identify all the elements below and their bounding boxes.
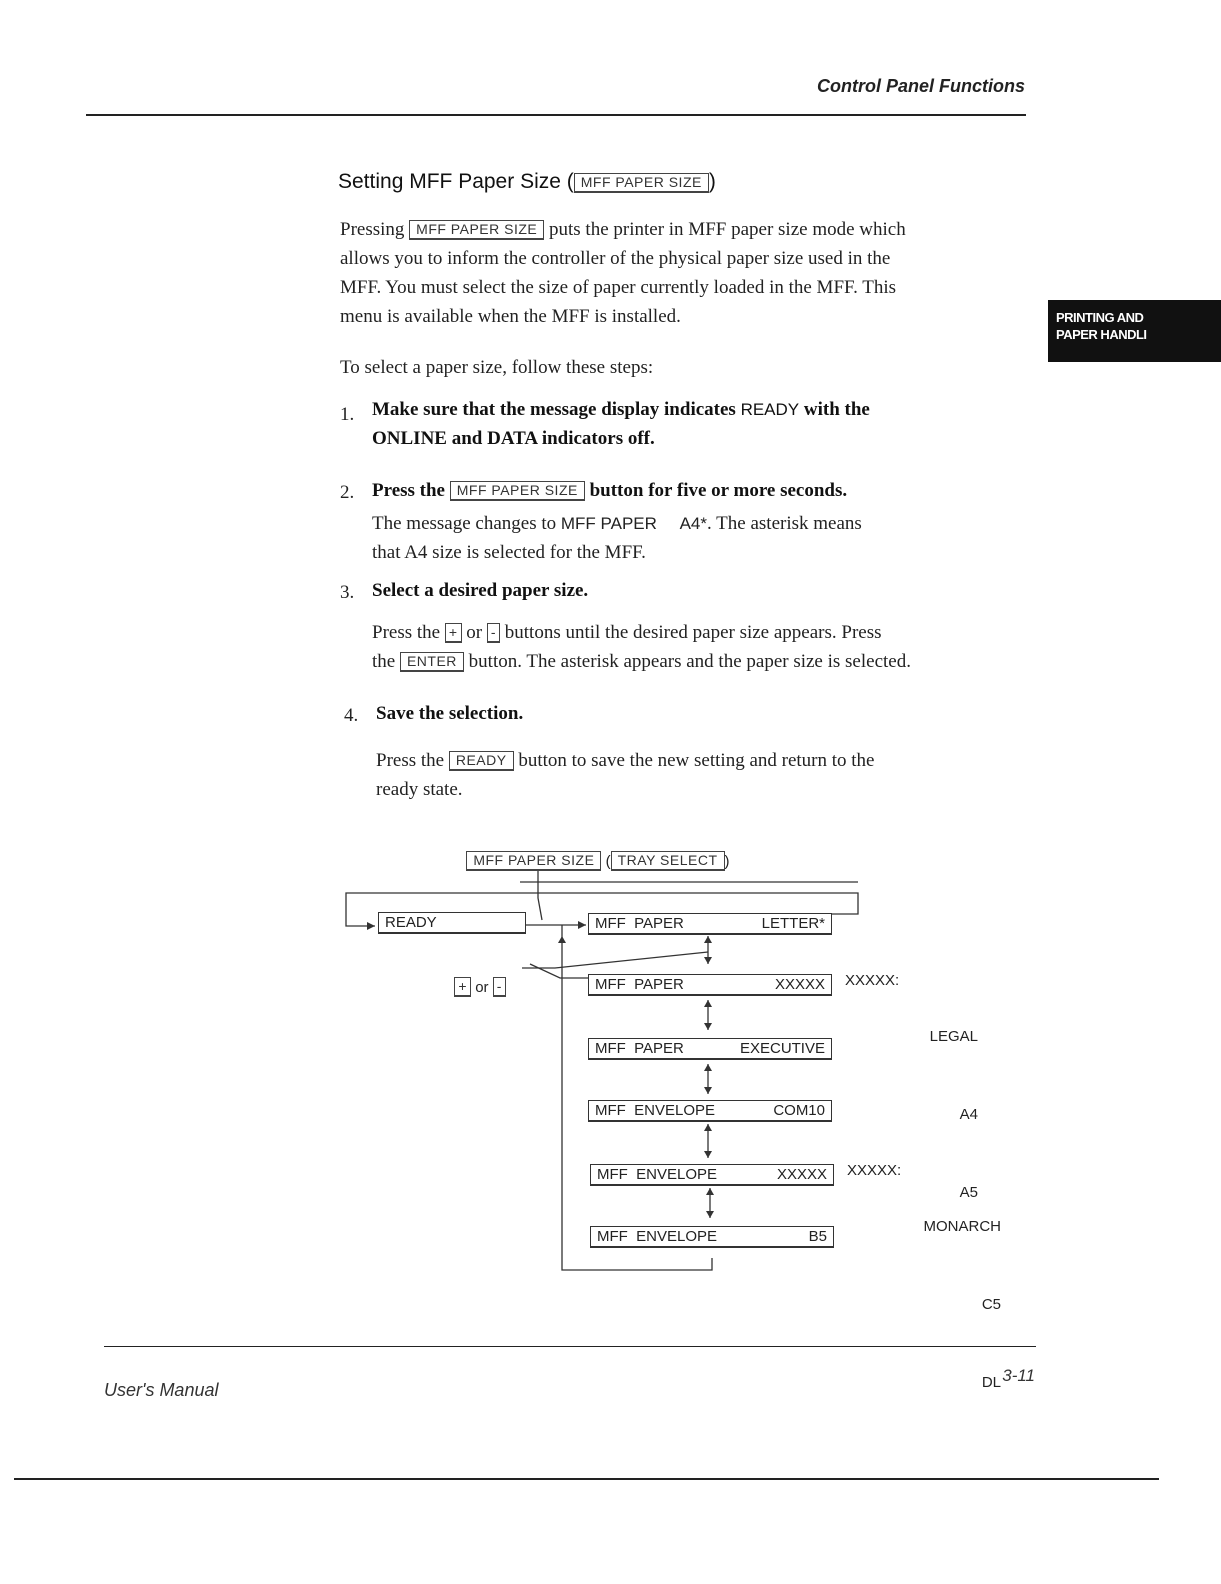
step-1-number: 1. bbox=[340, 404, 355, 425]
flow-or: or bbox=[475, 979, 489, 996]
step-1-ready: READY bbox=[740, 400, 800, 419]
flow-box-envelope-xxxxx-left: MFF ENVELOPE bbox=[597, 1166, 718, 1183]
flow-box-paper-xxxxx-right: XXXXX bbox=[774, 976, 825, 993]
note-paper-label: XXXXX: bbox=[845, 972, 900, 989]
step-4-line2: ready state. bbox=[376, 779, 463, 800]
section-tab-line2: PAPER HANDLI bbox=[1056, 327, 1147, 342]
flow-paren-close: ) bbox=[724, 853, 730, 870]
note-envelope-dl: DL bbox=[981, 1374, 1001, 1391]
step-4-number: 4. bbox=[344, 705, 359, 726]
heading-close: ) bbox=[708, 170, 716, 193]
flow-box-paper-xxxxx bbox=[588, 974, 832, 996]
step-1-line2: ONLINE and DATA indicators off. bbox=[372, 428, 655, 449]
step-2-post: button for five or more seconds. bbox=[589, 480, 848, 501]
note-envelope-label: XXXXX: bbox=[847, 1162, 902, 1179]
step-2-key: MFF PAPER SIZE bbox=[450, 481, 585, 501]
step-2-body-b: . The asterisk means bbox=[707, 513, 862, 534]
flow-plus-key: + bbox=[454, 977, 471, 997]
footer-manual-title: User's Manual bbox=[104, 1380, 219, 1400]
step-3-pre: Press the bbox=[372, 622, 441, 643]
bottom-rule bbox=[14, 1478, 1159, 1480]
section-tab-line1: PRINTING AND bbox=[1056, 310, 1144, 325]
intro-key: MFF PAPER SIZE bbox=[409, 220, 544, 240]
note-envelope-monarch: MONARCH bbox=[923, 1218, 1001, 1235]
flow-box-executive bbox=[588, 1038, 832, 1060]
flow-box-letter-left: MFF PAPER bbox=[595, 915, 684, 932]
flow-box-envelope-xxxxx bbox=[590, 1164, 834, 1186]
intro-line4: menu is available when the MFF is installed. bbox=[340, 306, 681, 327]
flow-box-executive-left: MFF PAPER bbox=[595, 1040, 684, 1057]
flow-paren-open: ( bbox=[605, 853, 611, 870]
step-3-or: or bbox=[466, 622, 483, 643]
flow-box-b5 bbox=[590, 1226, 834, 1248]
note-paper-a4: A4 bbox=[959, 1106, 978, 1123]
flow-minus-key: - bbox=[493, 977, 506, 997]
lead-text: To select a paper size, follow these steps: bbox=[340, 357, 654, 378]
intro-line1: puts the printer in MFF paper size mode which bbox=[549, 219, 906, 240]
intro-line3: MFF. You must select the size of paper currently loaded in the MFF. This bbox=[340, 277, 897, 298]
intro-pre: Pressing bbox=[340, 219, 405, 240]
step-2-body-line2: that A4 size is selected for the MFF. bbox=[372, 542, 646, 563]
step-3-title: Select a desired paper size. bbox=[372, 580, 589, 601]
step-3-post: buttons until the desired paper size appears. Press bbox=[504, 622, 882, 643]
flow-box-envelope-xxxxx-right: XXXXX bbox=[776, 1166, 827, 1183]
minus-key: - bbox=[487, 623, 500, 643]
mff-paper-size-key: MFF PAPER SIZE bbox=[574, 173, 709, 193]
step-2-body-a: The message changes to bbox=[372, 513, 557, 534]
step-3-line2-post: button. The asterisk appears and the paper size is selected. bbox=[468, 651, 911, 672]
step-3-number: 3. bbox=[340, 582, 355, 603]
flow-box-executive-right: EXECUTIVE bbox=[739, 1040, 825, 1057]
plus-key: + bbox=[445, 623, 462, 643]
step-4-pre: Press the bbox=[376, 750, 445, 771]
page-number: 3-11 bbox=[1002, 1366, 1035, 1385]
step-1-text-b: with the bbox=[803, 399, 870, 420]
flow-box-b5-left: MFF ENVELOPE bbox=[597, 1228, 718, 1245]
flow-box-b5-right: B5 bbox=[808, 1228, 827, 1245]
intro-line2: allows you to inform the controller of the physical paper size used in the bbox=[340, 248, 891, 269]
step-2-number: 2. bbox=[340, 482, 355, 503]
flow-box-letter-right: LETTER* bbox=[761, 915, 825, 932]
step-3-line2-pre: the bbox=[372, 651, 396, 672]
footer-rule bbox=[104, 1346, 1036, 1347]
flow-ready-box: READY bbox=[378, 912, 526, 934]
flow-tray-select-key: TRAY SELECT bbox=[611, 851, 725, 871]
step-2-pre: Press the bbox=[372, 480, 445, 501]
note-paper-a5: A5 bbox=[959, 1184, 978, 1201]
running-header: Control Panel Functions bbox=[816, 76, 1025, 96]
flow-top-keys bbox=[458, 834, 730, 871]
step-4-post: button to save the new setting and return to the bbox=[518, 750, 875, 771]
step-1-text-a: Make sure that the message display indicates bbox=[372, 399, 736, 420]
ready-key: READY bbox=[449, 751, 514, 771]
heading-text: Setting MFF Paper Size ( bbox=[338, 170, 574, 193]
flow-box-com10-right: COM10 bbox=[773, 1102, 825, 1119]
flow-mff-paper-size-key: MFF PAPER SIZE bbox=[466, 851, 601, 871]
step-4-title: Save the selection. bbox=[376, 703, 524, 724]
flow-box-com10 bbox=[588, 1100, 832, 1122]
flow-box-letter bbox=[588, 913, 832, 935]
note-paper-legal: LEGAL bbox=[929, 1028, 978, 1045]
flow-plus-minus bbox=[446, 960, 506, 997]
step-2-message: MFF PAPER A4* bbox=[560, 514, 708, 533]
enter-key: ENTER bbox=[400, 652, 464, 672]
flow-box-com10-left: MFF ENVELOPE bbox=[595, 1102, 716, 1119]
note-envelope-c5: C5 bbox=[981, 1296, 1001, 1313]
flow-box-paper-xxxxx-left: MFF PAPER bbox=[595, 976, 684, 993]
